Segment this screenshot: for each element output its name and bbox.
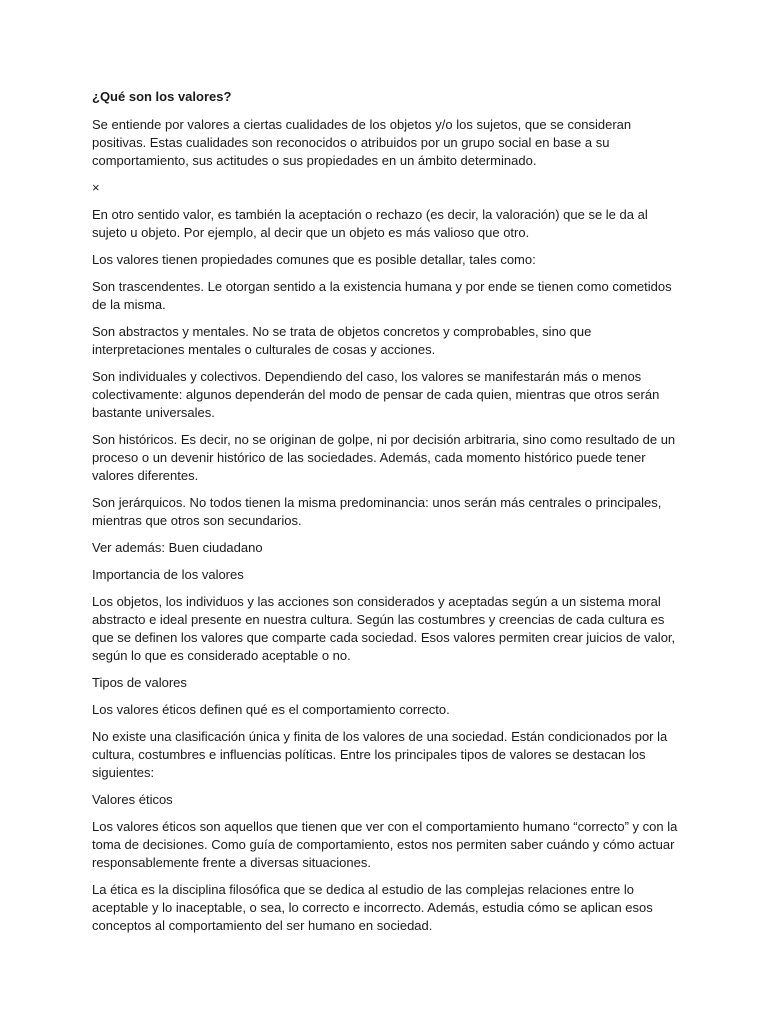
heading-valores-eticos: Valores éticos [92,792,173,807]
paragraph-importancia: Los objetos, los individuos y las acciones son considerados y aceptadas según a un sistema moral abstracto e ideal presente en nuestra cultura. Según las costumbres y creencias de cada cultura es que se definen los valores que comparte cada sociedad. Esos valores permiten crear juicios de valor, según lo que es considerado aceptable o no. [92,594,676,663]
paragraph-valores-eticos: Los valores éticos son aquellos que tienen que ver con el comportamiento humano “correcto” y con la toma de decisiones. Como guía de comportamiento, estos nos permiten saber cuándo y cómo actuar responsablemente frente a diversas situaciones. [92,819,678,870]
paragraph-individuales: Son individuales y colectivos. Dependiendo del caso, los valores se manifestarán más o menos colectivamente: algunos dependerán del modo de pensar de cada quien, mientras que otros serán bastante universales. [92,369,660,420]
paragraph-clasificacion: No existe una clasificación única y finita de los valores de una sociedad. Están condicionados por la cultura, costumbres e influencias políticas. Entre los principales tipos de valores se destacan los siguientes: [92,729,668,780]
paragraph-properties-intro: Los valores tienen propiedades comunes que es posible detallar, tales como: [92,252,536,267]
close-icon[interactable]: × [92,180,100,195]
see-also-link[interactable]: Ver además: Buen ciudadano [92,540,263,555]
paragraph-trascendentes: Son trascendentes. Le otorgan sentido a la existencia humana y por ende se tienen como cometidos de la misma. [92,279,672,312]
paragraph-historicos: Son históricos. Es decir, no se originan de golpe, ni por decisión arbitraria, sino como resultado de un proceso o un devenir histórico de las sociedades. Además, cada momento histórico puede tener valores diferentes. [92,432,676,483]
paragraph-eticos-define: Los valores éticos definen qué es el comportamiento correcto. [92,702,450,717]
heading-importancia: Importancia de los valores [92,567,244,582]
document-page [92,88,682,944]
paragraph-etica: La ética es la disciplina filosófica que se dedica al estudio de las complejas relaciones entre lo aceptable y lo inaceptable, o sea, lo correcto e incorrecto. Además, estudia cómo se aplican esos conceptos al comportamiento del ser humano en sociedad. [92,882,653,933]
paragraph-definition: Se entiende por valores a ciertas cualidades de los objetos y/o los sujetos, que se consideran positivas. Estas cualidades son reconocidos o atribuidos por un grupo social en base a su comportamiento, sus actitudes o sus propiedades en un ámbito determinado. [92,117,632,168]
paragraph-abstractos: Son abstractos y mentales. No se trata de objetos concretos y comprobables, sino que interpretaciones mentales o culturales de cosas y acciones. [92,324,592,357]
heading-tipos: Tipos de valores [92,675,187,690]
paragraph-jerarquicos: Son jerárquicos. No todos tienen la misma predominancia: unos serán más centrales o principales, mientras que otros son secundarios. [92,495,662,528]
paragraph-other-sense: En otro sentido valor, es también la aceptación o rechazo (es decir, la valoración) que se le da al sujeto u objeto. Por ejemplo, al decir que un objeto es más valioso que otro. [92,207,648,240]
document-title: ¿Qué son los valores? [92,89,232,104]
